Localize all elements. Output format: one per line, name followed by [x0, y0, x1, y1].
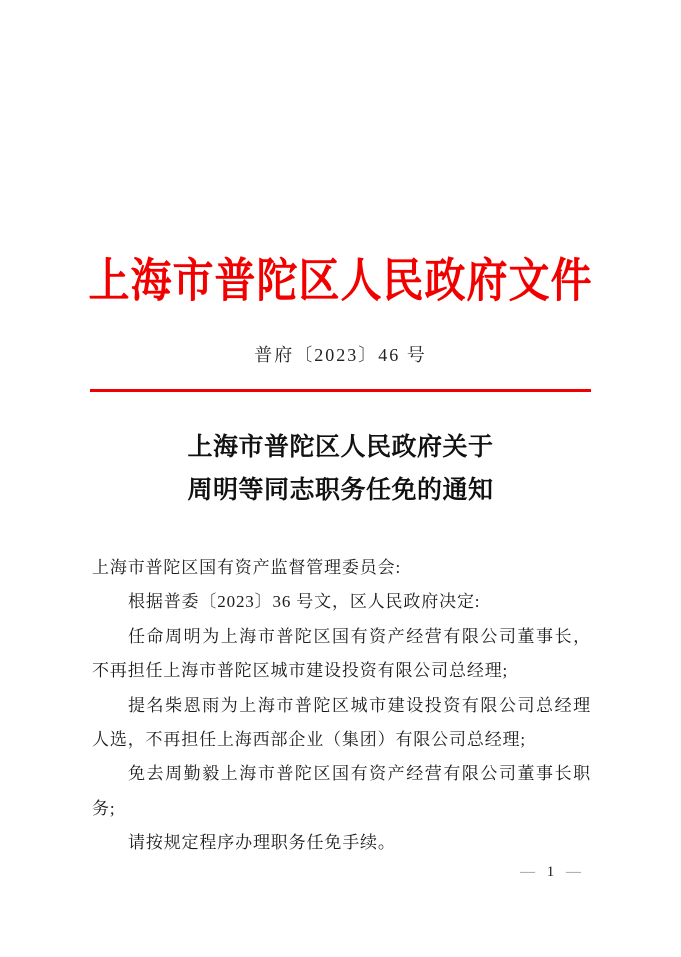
- body-paragraph: 根据普委〔2023〕36 号文，区人民政府决定:: [128, 592, 481, 612]
- body-paragraph: 任命周明为上海市普陀区国有资产经营有限公司董事长，不再担任上海市普陀区城市建设投资有限公司总经理;: [92, 626, 591, 681]
- document-title-line2: 周明等同志职务任免的通知: [187, 477, 494, 504]
- body-paragraph: 请按规定程序办理职务任免手续。: [128, 833, 396, 853]
- page-footer: [520, 862, 581, 882]
- document-org-header: 上海市普陀区人民政府文件: [88, 254, 593, 307]
- document-title: [0, 426, 681, 512]
- page-number: 1: [546, 864, 555, 880]
- document-title-line1: 上海市普陀区人民政府关于: [187, 434, 494, 461]
- footer-dash-left: —: [520, 864, 535, 880]
- document-body: [92, 551, 591, 861]
- document-number: 普府〔2023〕46 号: [254, 345, 427, 365]
- red-divider-line: [90, 389, 591, 392]
- body-paragraph: 免去周勤毅上海市普陀区国有资产经营有限公司董事长职务;: [92, 764, 591, 818]
- salutation-line: 上海市普陀区国有资产监督管理委员会:: [92, 558, 402, 577]
- footer-dash-right: —: [566, 864, 581, 880]
- body-paragraph: 提名柴恩雨为上海市普陀区城市建设投资有限公司总经理人选，不再担任上海西部企业（集团）有限公司总经理;: [92, 695, 591, 750]
